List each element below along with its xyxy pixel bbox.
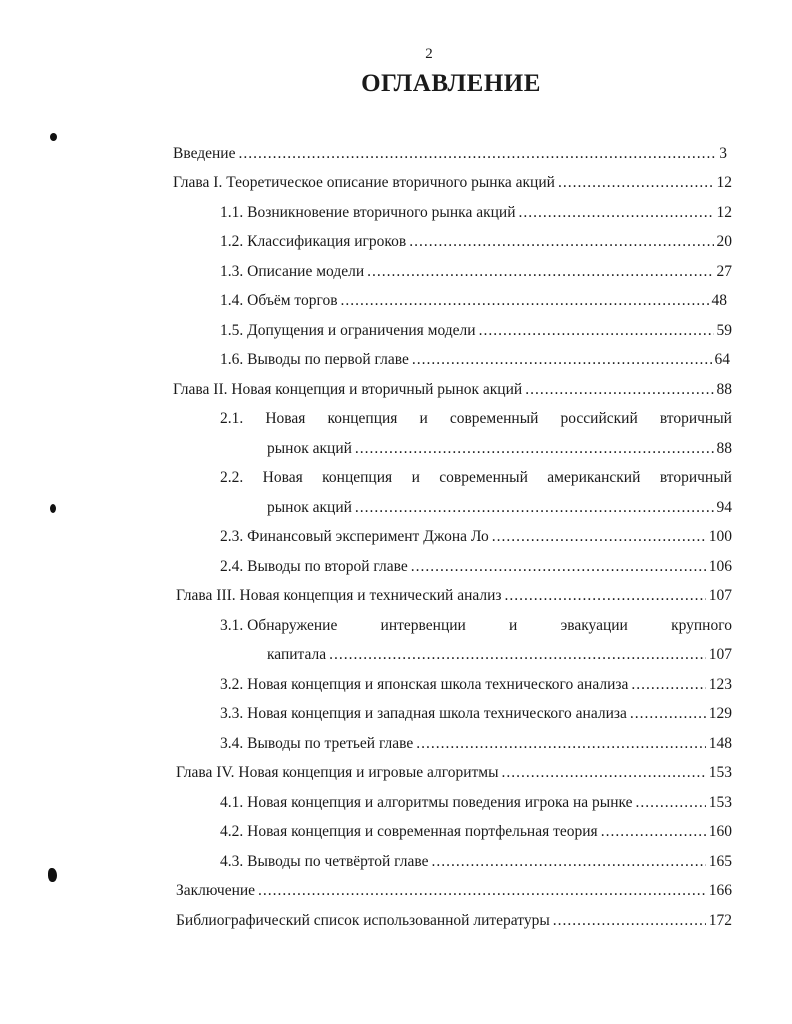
toc-entry-title: Глава I. Теоретическое описание вторичного рынка акций xyxy=(173,174,555,191)
toc-entry-page: 27 xyxy=(716,263,732,280)
toc-entry-page: 100 xyxy=(708,528,732,545)
toc-entry-intro xyxy=(173,144,727,164)
toc-entry-1-3 xyxy=(220,262,732,282)
toc-entry-4-2 xyxy=(220,822,732,842)
toc-word: 2.1. xyxy=(220,410,244,427)
toc-entry-page: 129 xyxy=(708,705,732,722)
toc-leader-dots xyxy=(636,793,706,813)
toc-entry-title: Введение xyxy=(173,145,236,162)
scan-speck xyxy=(50,504,56,513)
toc-entry-3-1 xyxy=(220,616,732,636)
toc-entry-page: 94 xyxy=(716,499,732,516)
toc-entry-bibliography xyxy=(176,911,732,931)
toc-entry-title: 4.2. Новая концепция и современная портфельная теория xyxy=(220,823,598,840)
toc-entry-page: 106 xyxy=(708,558,732,575)
toc-entry-3-4 xyxy=(220,734,732,754)
toc-entry-title: 1.1. Возникновение вторичного рынка акций xyxy=(220,204,516,221)
toc-entry-title: 3.2. Новая концепция и японская школа технического анализа xyxy=(220,676,629,693)
toc-entry-page: 153 xyxy=(708,794,732,811)
toc-word: современный xyxy=(449,410,539,427)
toc-entry-chapter-1 xyxy=(173,173,732,193)
toc-entry-page: 160 xyxy=(708,823,732,840)
toc-entry-conclusion xyxy=(176,881,732,901)
toc-leader-dots xyxy=(519,203,714,223)
toc-entry-chapter-3 xyxy=(176,586,732,606)
toc-entry-page: 3 xyxy=(719,145,727,162)
toc-leader-dots xyxy=(258,881,706,901)
toc-word: Новая xyxy=(265,410,306,427)
toc-entry-title: 3.3. Новая концепция и западная школа технического анализа xyxy=(220,705,627,722)
toc-word: и xyxy=(419,410,428,427)
toc-entry-3-2 xyxy=(220,675,732,695)
toc-entry-title: 1.4. Объём торгов xyxy=(220,292,338,309)
toc-word: американский xyxy=(547,469,641,486)
toc-entry-page: 88 xyxy=(716,440,732,457)
toc-word: российский xyxy=(560,410,638,427)
toc-leader-dots xyxy=(355,498,714,518)
scan-speck xyxy=(48,868,57,882)
toc-word: крупного xyxy=(671,617,732,634)
toc-entry-3-1-continuation xyxy=(267,645,732,665)
toc-entry-page: 165 xyxy=(708,853,732,870)
toc-entry-title: 1.6. Выводы по первой главе xyxy=(220,351,409,368)
toc-entry-title: Глава II. Новая концепция и вторичный рынок акций xyxy=(173,381,523,398)
toc-leader-dots xyxy=(431,852,705,872)
toc-entry-4-3 xyxy=(220,852,732,872)
toc-leader-dots xyxy=(553,911,706,931)
toc-entry-page: 148 xyxy=(708,735,732,752)
toc-leader-dots xyxy=(601,822,706,842)
toc-entry-title: Заключение xyxy=(176,882,256,899)
toc-leader-dots xyxy=(329,645,706,665)
toc-entry-title: 1.2. Классификация игроков xyxy=(220,233,407,250)
toc-entry-title: 4.1. Новая концепция и алгоритмы поведения игрока на рынке xyxy=(220,794,633,811)
toc-entry-chapter-4 xyxy=(176,763,732,783)
toc-entry-1-4 xyxy=(220,291,727,311)
toc-leader-dots xyxy=(411,557,706,577)
toc-entry-title: Глава III. Новая концепция и технический анализ xyxy=(176,587,502,604)
toc-entry-title: 1.5. Допущения и ограничения модели xyxy=(220,322,476,339)
toc-entry-title: 2.4. Выводы по второй главе xyxy=(220,558,408,575)
toc-word: концепция xyxy=(322,469,393,486)
toc-entry-page: 59 xyxy=(716,322,732,339)
toc-word: и xyxy=(509,617,518,634)
toc-leader-dots xyxy=(355,439,714,459)
toc-entry-title: рынок акций xyxy=(267,499,352,516)
toc-entry-title: рынок акций xyxy=(267,440,352,457)
toc-entry-1-2 xyxy=(220,232,732,252)
toc-entry-title: Глава IV. Новая концепция и игровые алгоритмы xyxy=(176,764,499,781)
toc-leader-dots xyxy=(416,734,705,754)
toc-leader-dots xyxy=(525,380,713,400)
toc-word: эвакуации xyxy=(560,617,628,634)
toc-word: вторичный xyxy=(659,469,732,486)
toc-entry-1-5 xyxy=(220,321,732,341)
toc-entry-page: 20 xyxy=(716,233,732,250)
toc-entry-title: 2.3. Финансовый эксперимент Джона Ло xyxy=(220,528,489,545)
toc-entry-page: 48 xyxy=(711,292,727,309)
toc-entry-2-2-continuation xyxy=(267,498,732,518)
toc-entry-title: 3.4. Выводы по третьей главе xyxy=(220,735,414,752)
page-title: ОГЛАВЛЕНИЕ xyxy=(361,70,541,97)
toc-word: современный xyxy=(439,469,528,486)
toc-word: вторичный xyxy=(659,410,732,427)
toc-entry-page: 172 xyxy=(708,912,732,929)
page-number: 2 xyxy=(425,46,433,62)
toc-entry-4-1 xyxy=(220,793,732,813)
toc-entry-1-6 xyxy=(220,350,730,370)
toc-entry-2-2 xyxy=(220,468,732,488)
toc-entry-page: 64 xyxy=(714,351,730,368)
toc-entry-title: 1.3. Описание модели xyxy=(220,263,365,280)
toc-leader-dots xyxy=(412,350,712,370)
toc-entry-page: 153 xyxy=(708,764,732,781)
toc-leader-dots xyxy=(630,704,706,724)
toc-leader-dots xyxy=(502,763,706,783)
toc-entry-2-1-continuation xyxy=(267,439,732,459)
toc-entry-page: 123 xyxy=(708,676,732,693)
toc-leader-dots xyxy=(479,321,714,341)
toc-entry-page: 12 xyxy=(716,204,732,221)
toc-word: Новая xyxy=(262,469,303,486)
toc-entry-title: 4.3. Выводы по четвёртой главе xyxy=(220,853,429,870)
toc-leader-dots xyxy=(505,586,706,606)
scan-speck xyxy=(50,133,57,141)
toc-entry-page: 107 xyxy=(708,587,732,604)
toc-leader-dots xyxy=(367,262,713,282)
toc-leader-dots xyxy=(558,173,714,193)
toc-entry-2-3 xyxy=(220,527,732,547)
toc-entry-title: Библиографический список использованной литературы xyxy=(176,912,550,929)
toc-leader-dots xyxy=(631,675,705,695)
toc-entry-chapter-2 xyxy=(173,380,732,400)
toc-entry-page: 88 xyxy=(716,381,732,398)
toc-word: и xyxy=(411,469,420,486)
toc-leader-dots xyxy=(341,291,709,311)
toc-leader-dots xyxy=(492,527,706,547)
toc-entry-page: 166 xyxy=(708,882,732,899)
toc-entry-page: 107 xyxy=(708,646,732,663)
toc-entry-3-3 xyxy=(220,704,732,724)
toc-entry-2-1 xyxy=(220,409,732,429)
toc-word: концепция xyxy=(327,410,398,427)
toc-entry-1-1 xyxy=(220,203,732,223)
toc-entry-page: 12 xyxy=(716,174,732,191)
toc-entry-2-4 xyxy=(220,557,732,577)
toc-leader-dots xyxy=(409,232,713,252)
toc-word: интервенции xyxy=(380,617,466,634)
toc-leader-dots xyxy=(238,144,716,164)
toc-entry-title: капитала xyxy=(267,646,327,663)
toc-word: 2.2. xyxy=(220,469,244,486)
toc-word: 3.1. Обнаружение xyxy=(220,617,338,634)
